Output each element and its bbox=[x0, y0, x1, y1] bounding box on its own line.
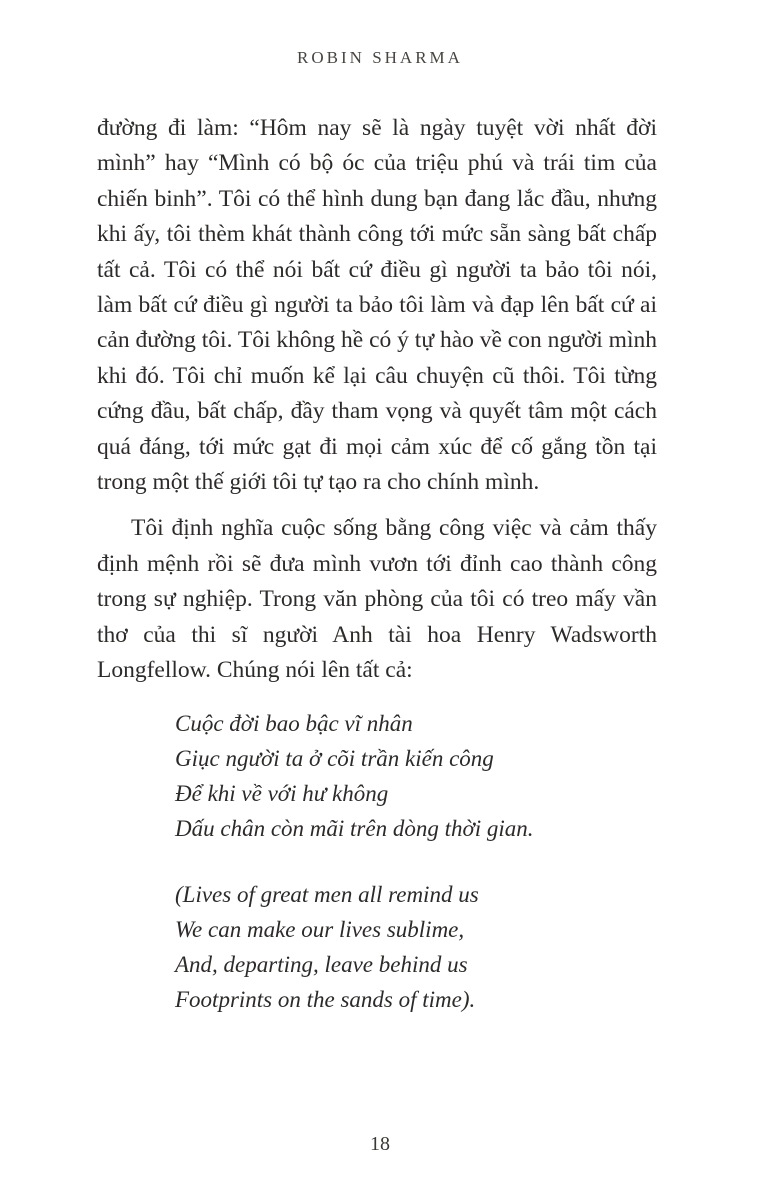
body-paragraph: Tôi định nghĩa cuộc sống bằng công việc và cảm thấy định mệnh rồi sẽ đưa mình vươn tới đỉnh cao thành công trong sự nghiệp. Trong văn phòng của tôi có treo mấy vần thơ của thi sĩ người Anh tài hoa Henry Wadsworth Longfellow. Chúng nói lên tất cả: bbox=[97, 515, 657, 684]
poem-line: Dấu chân còn mãi trên dòng thời gian. bbox=[175, 815, 534, 841]
poem-line: Cuộc đời bao bậc vĩ nhân bbox=[175, 710, 413, 736]
body-paragraph: đường đi làm: “Hôm nay sẽ là ngày tuyệt vời nhất đời mình” hay “Mình có bộ óc của triệu phú và trái tim của chiến binh”. Tôi có thể hình dung bạn đang lắc đầu, nhưng khi ấy, tôi thèm khát thành công tới mức sẵn sàng bất chấp tất cả. Tôi có thể nói bất cứ điều gì người ta bảo tôi nói, làm bất cứ điều gì người ta bảo tôi làm và đạp lên bất cứ ai cản đường tôi. Tôi không hề có ý tự hào về con người mình khi đó. Tôi chỉ muốn kể lại câu chuyện cũ thôi. Tôi từng cứng đầu, bất chấp, đầy tham vọng và quyết tâm một cách quá đáng, tới mức gạt đi mọi cảm xúc để cố gắng tồn tại trong một thế giới tôi tự tạo ra cho chính mình. bbox=[97, 115, 657, 496]
poem-line: Footprints on the sands of time). bbox=[175, 986, 476, 1012]
poem-line: (Lives of great men all remind us bbox=[175, 881, 479, 907]
poem-english bbox=[175, 877, 657, 1017]
poem-vietnamese bbox=[175, 706, 657, 846]
page-number: 18 bbox=[370, 1133, 390, 1155]
poem-line: And, departing, leave behind us bbox=[175, 951, 468, 977]
running-header: ROBIN SHARMA bbox=[297, 48, 463, 67]
poem-line: We can make our lives sublime, bbox=[175, 916, 465, 942]
poem-line: Để khi về với hư không bbox=[175, 780, 389, 806]
text-block bbox=[97, 111, 657, 1017]
poem-line: Giục người ta ở cõi trần kiến công bbox=[175, 745, 494, 771]
